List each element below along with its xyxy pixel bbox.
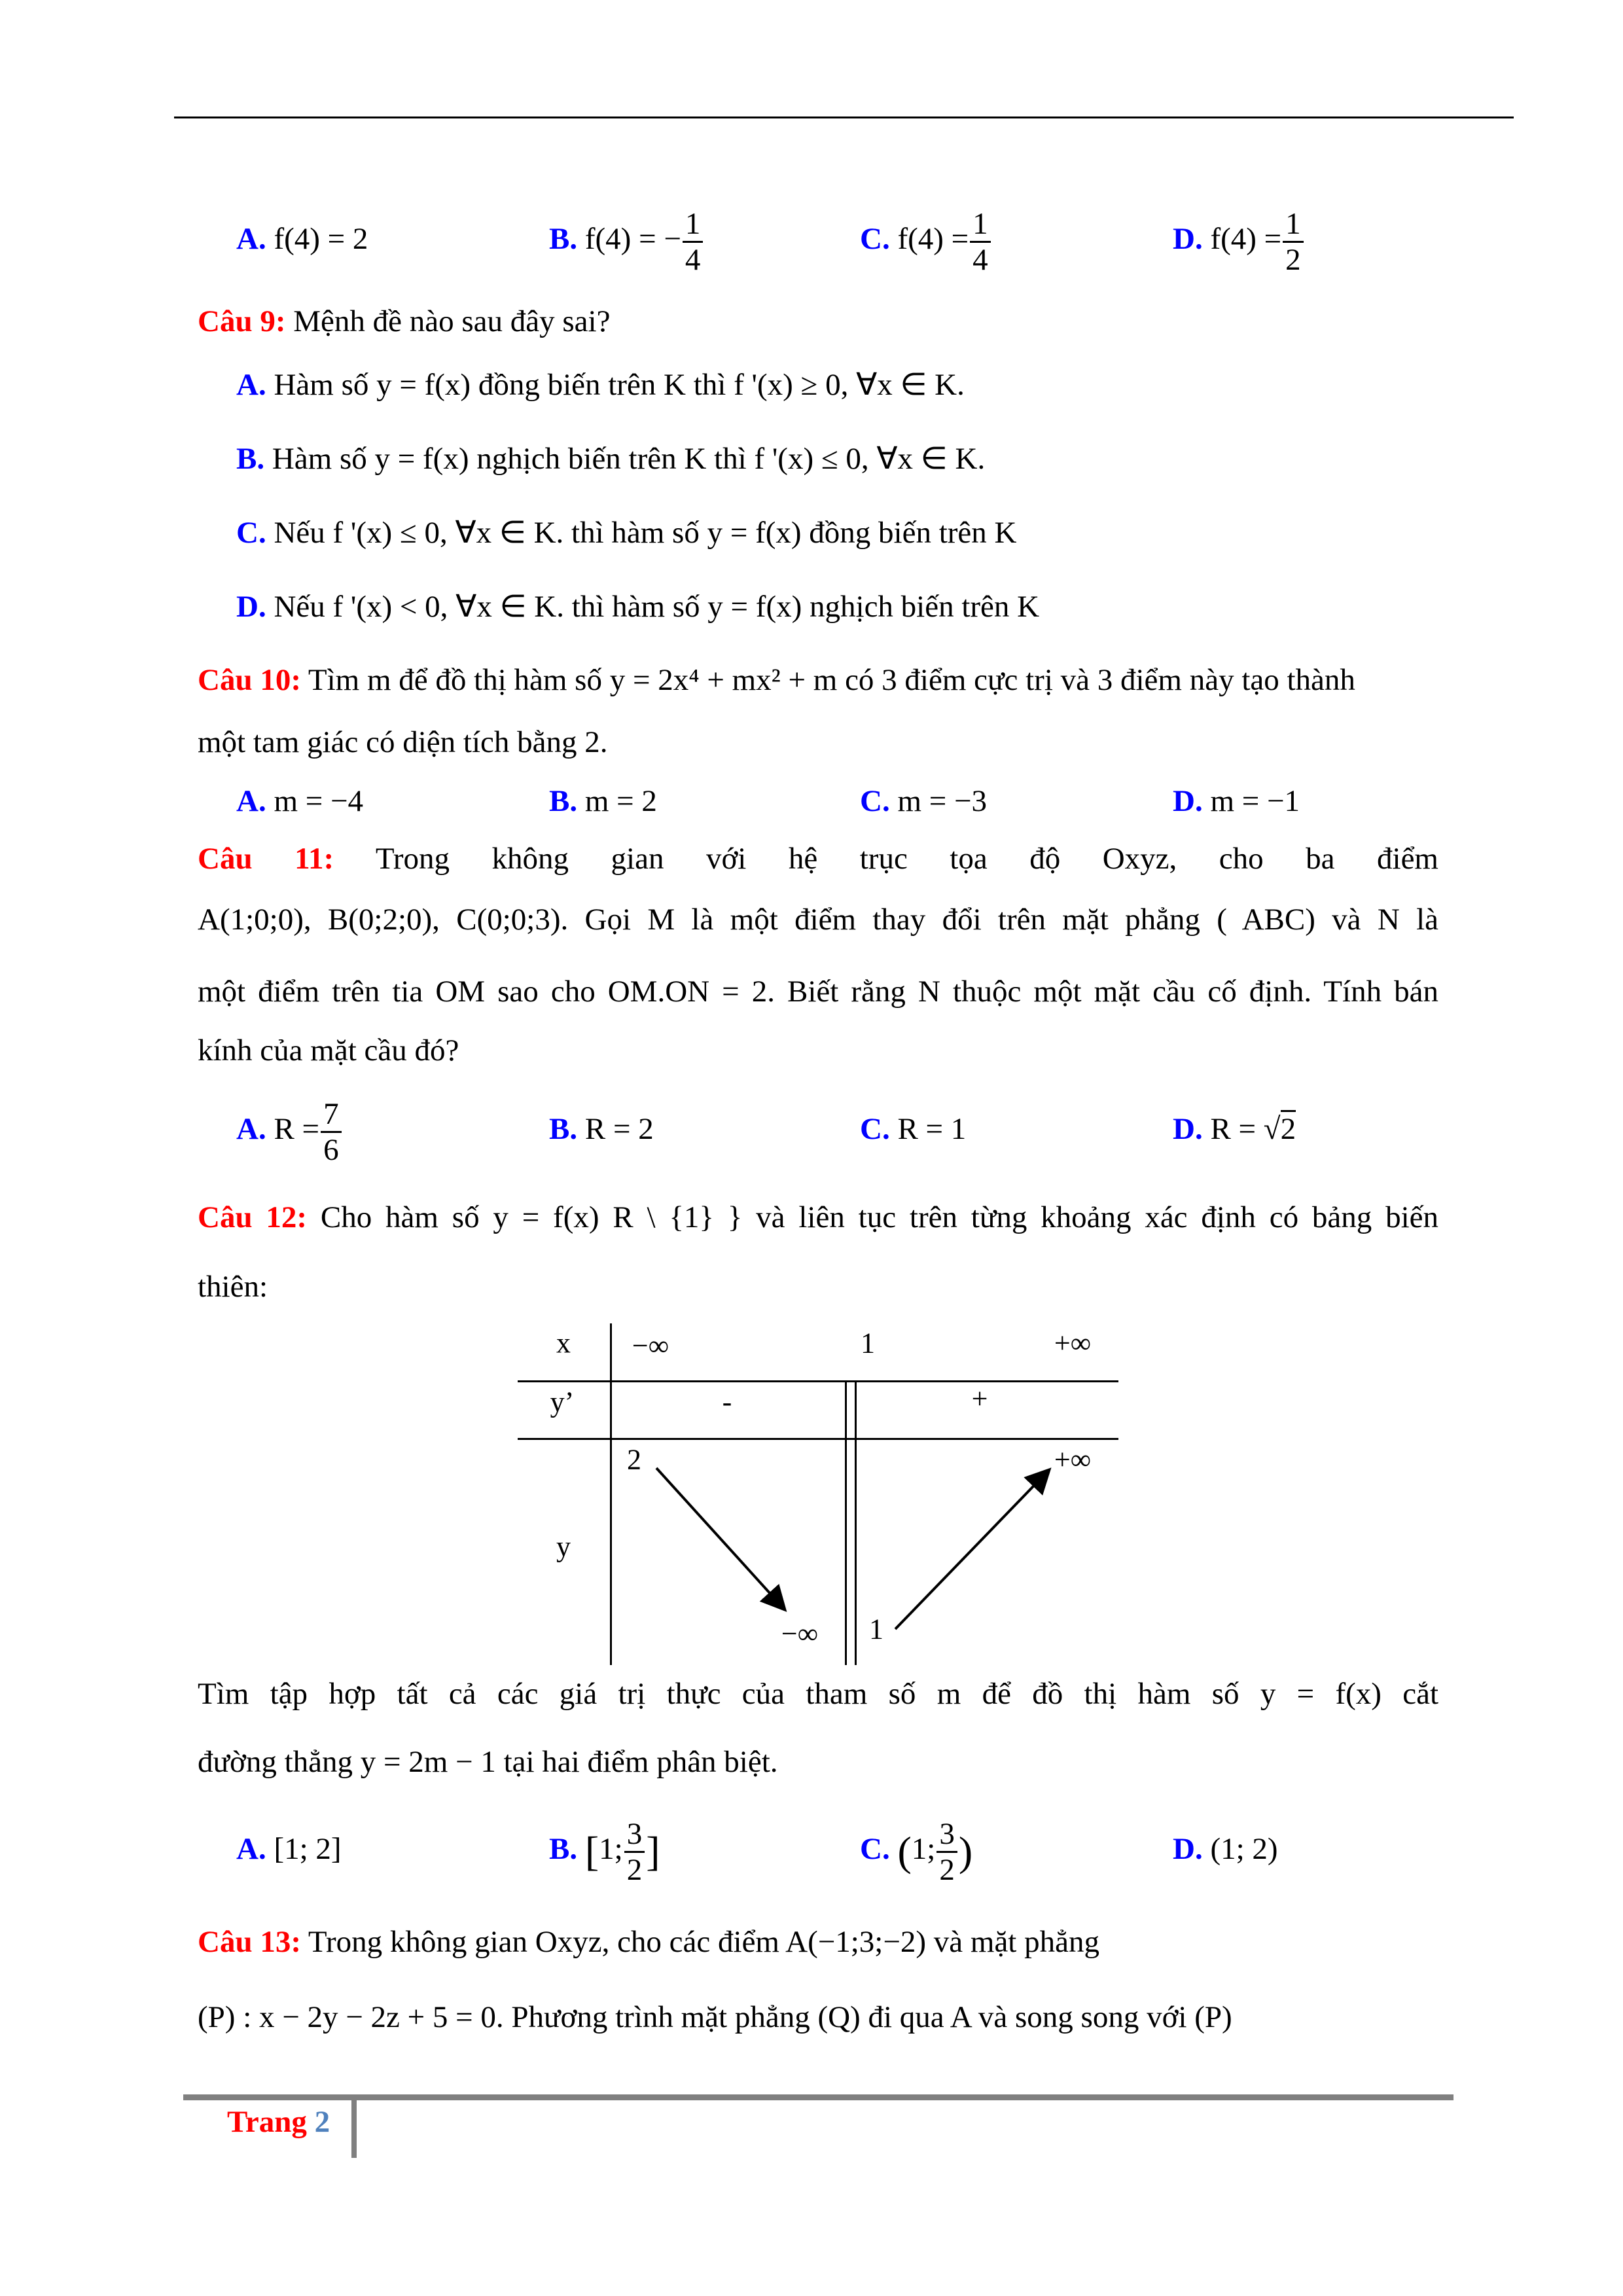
denominator: 2 (1285, 242, 1301, 277)
option-text: 1; (911, 1832, 936, 1866)
option-label: D. (1173, 1112, 1203, 1146)
increasing-arrow (895, 1471, 1048, 1629)
option-label: B. (549, 1112, 578, 1146)
y-value: 1 (869, 1613, 883, 1645)
footer-rule (183, 2094, 1454, 2100)
option-text: (1; 2) (1210, 1832, 1278, 1866)
q11-stem-line2: A(1;0;0), B(0;2;0), C(0;0;3). Gọi M là một điểm thay đổi trên mặt phẳng ( ABC) và N là (198, 903, 1438, 937)
question-text: Mệnh đề nào sau đây sai? (293, 304, 611, 338)
option-label: D. (1173, 222, 1203, 256)
q11-stem-line4: kính của mặt cầu đó? (198, 1033, 459, 1067)
option-label: A. (236, 1112, 266, 1146)
option-text: f(4) = (897, 222, 969, 256)
bracket: ( (897, 1828, 912, 1875)
numerator: 7 (321, 1097, 342, 1133)
option-label: C. (860, 1832, 890, 1866)
x-value: −∞ (632, 1329, 669, 1362)
numerator: 3 (936, 1817, 957, 1853)
y-value: +∞ (1054, 1443, 1092, 1476)
y-value: 2 (627, 1443, 641, 1476)
option-text: Nếu f '(x) < 0, ∀x ∈ K. thì hàm số y = f(x) nghịch biến trên K (274, 590, 1040, 624)
question-label: Câu 13: (198, 1925, 301, 1959)
option-label: B. (549, 222, 578, 256)
option-text: [1; 2] (274, 1832, 342, 1866)
option-label: D. (236, 590, 266, 624)
bracket: ] (646, 1828, 660, 1875)
option-label: B. (549, 784, 578, 818)
numerator: 1 (970, 207, 991, 243)
numerator: 3 (624, 1817, 645, 1853)
q12-option-a (236, 1829, 342, 1869)
question-label: Câu 9: (198, 304, 286, 338)
footer-divider (351, 2100, 357, 2158)
numerator: 1 (1283, 207, 1304, 243)
page-num: 2 (314, 2105, 330, 2139)
q12-option-d (1173, 1829, 1278, 1869)
option-label: A. (236, 222, 266, 256)
option-label: A. (236, 368, 266, 402)
question-label: Câu 11: (198, 842, 334, 876)
bracket: [ (584, 1828, 599, 1875)
option-text: f(4) = − (584, 222, 681, 256)
yprime-label: y’ (550, 1386, 575, 1418)
option-label: A. (236, 1832, 266, 1866)
option-label: B. (549, 1832, 578, 1866)
q13-stem-line1 (198, 1922, 1099, 1962)
question-text: Trong không gian Oxyz, cho các điểm A(−1;3;−2) và mặt phẳng (308, 1925, 1099, 1959)
y-value: −∞ (781, 1617, 819, 1650)
denominator: 2 (939, 1852, 955, 1887)
q12-stem-line3: Tìm tập hợp tất cả các giá trị thực của tham số m để đồ thị hàm số y = f(x) cắt (198, 1677, 1438, 1711)
q13-stem-line2: (P) : x − 2y − 2z + 5 = 0. Phương trình mặt phẳng (Q) đi qua A và song song với (P) (198, 2000, 1232, 2034)
sign: + (971, 1382, 988, 1415)
q10-stem-line2: một tam giác có diện tích bằng 2. (198, 725, 608, 759)
sign: - (722, 1386, 732, 1418)
option-label: B. (236, 442, 265, 476)
option-text: m = −1 (1210, 784, 1300, 818)
q12-stem-line2: thiên: (198, 1270, 268, 1304)
x-value: +∞ (1054, 1327, 1092, 1359)
option-text: f(4) = (1210, 222, 1282, 256)
question-text: Cho hàm số y = f(x) R \ {1} } và liên tục trên từng khoảng xác định có bảng biến (320, 1200, 1439, 1234)
option-text: 1; (599, 1832, 623, 1866)
option-text: Hàm số y = f(x) nghịch biến trên K thì f '(x) ≤ 0, ∀x ∈ K. (272, 442, 986, 476)
denominator: 2 (626, 1852, 643, 1887)
radicand: 2 (1281, 1110, 1296, 1146)
question-text: Tìm m để đồ thị hàm số y = 2x⁴ + mx² + m có 3 điểm cực trị và 3 điểm này tạo thành (308, 663, 1355, 697)
x-value: 1 (861, 1327, 875, 1359)
option-text: m = 2 (584, 784, 657, 818)
numerator: 1 (683, 207, 704, 243)
option-text: Nếu f '(x) ≤ 0, ∀x ∈ K. thì hàm số y = f(x) đồng biến trên K (274, 516, 1017, 550)
q12-option-b (549, 1806, 660, 1894)
q11-stem-line3: một điểm trên tia OM sao cho OM.ON = 2. Biết rằng N thuộc một mặt cầu cố định. Tính bán (198, 975, 1438, 1009)
x-label: x (556, 1327, 571, 1359)
option-text: f(4) = 2 (274, 222, 368, 256)
option-text: R = (274, 1112, 320, 1146)
page-word: Trang (227, 2105, 307, 2139)
y-label: y (556, 1530, 571, 1563)
page-number (227, 2102, 330, 2142)
option-text: R = 1 (897, 1112, 967, 1146)
option-label: D. (1173, 784, 1203, 818)
option-text: R = 2 (584, 1112, 654, 1146)
option-text: m = −3 (897, 784, 988, 818)
denominator: 4 (972, 242, 988, 277)
option-label: D. (1173, 1832, 1203, 1866)
decreasing-arrow (656, 1468, 783, 1608)
option-text: Hàm số y = f(x) đồng biến trên K thì f '(x) ≥ 0, ∀x ∈ K. (274, 368, 965, 402)
fraction (936, 1817, 957, 1887)
option-label: C. (860, 784, 890, 818)
option-label: C. (860, 222, 890, 256)
denominator: 4 (685, 242, 701, 277)
option-label: C. (860, 1112, 890, 1146)
denominator: 6 (323, 1132, 339, 1167)
question-label: Câu 12: (198, 1200, 308, 1234)
fraction (624, 1817, 645, 1887)
option-label: C. (236, 516, 266, 550)
q12-option-c (860, 1806, 972, 1894)
q12-stem-line4: đường thẳng y = 2m − 1 tại hai điểm phân biệt. (198, 1745, 778, 1779)
option-text: m = −4 (274, 784, 364, 818)
question-text: Trong không gian với hệ trục tọa độ Oxyz, cho ba điểm (375, 842, 1438, 876)
option-text: R = √ (1210, 1112, 1281, 1146)
question-label: Câu 10: (198, 663, 301, 697)
bracket: ) (958, 1828, 973, 1875)
option-label: A. (236, 784, 266, 818)
